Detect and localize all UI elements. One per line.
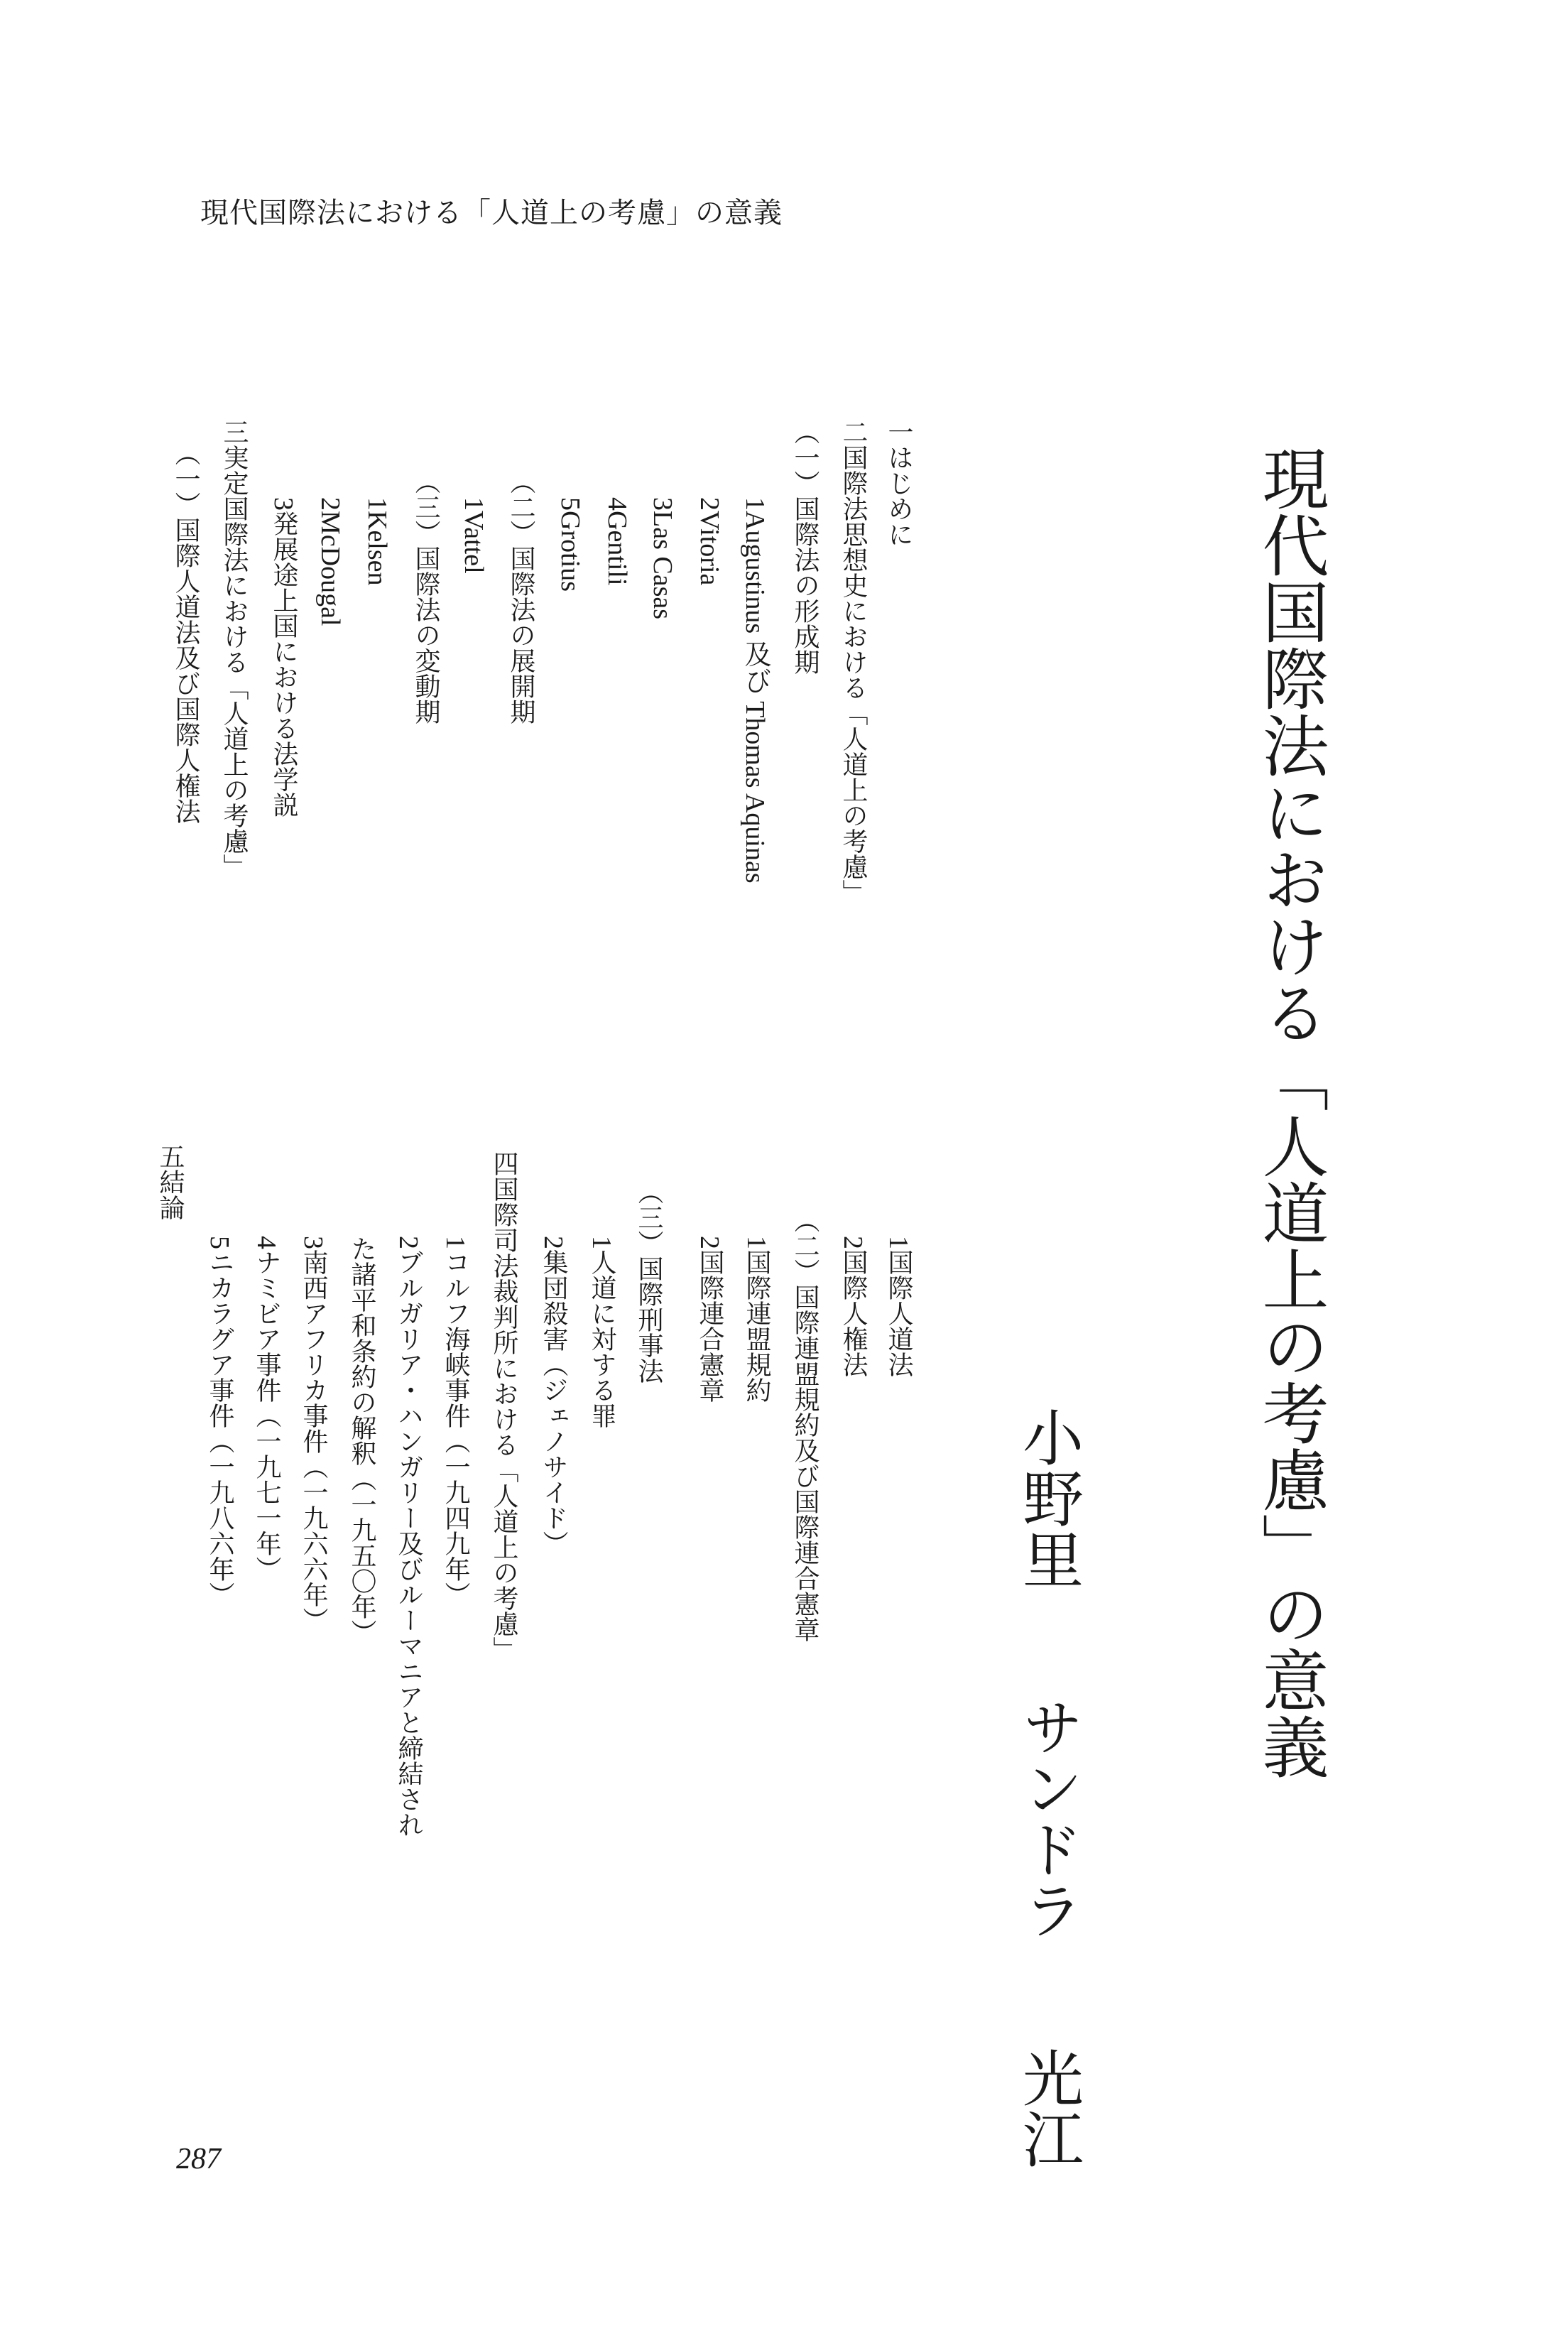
toc-entry: （三）国際法の変動期 xyxy=(411,469,440,724)
toc-entry: 1国際人道法 xyxy=(883,1236,913,1377)
toc-entry: 一はじめに xyxy=(884,419,913,547)
toc-entry: た諸平和条約の解釈（一九五〇年） xyxy=(347,1236,376,1645)
toc-entry: 1人道に対する罪 xyxy=(587,1236,616,1428)
toc-entry: （二）国際連盟規約及び国際連合憲章 xyxy=(790,1207,820,1642)
toc-entry: 四国際司法裁判所における「人道上の考慮」 xyxy=(489,1151,518,1662)
author-middle-name: 光江 xyxy=(1012,2047,1083,2169)
toc-entry: 2国際連合憲章 xyxy=(695,1236,724,1403)
toc-entry: （一）国際法の形成期 xyxy=(790,419,820,675)
toc-entry: 1Vattel xyxy=(459,497,489,574)
toc-entry: 2集団殺害（ジェノサイド） xyxy=(538,1236,568,1556)
toc-entry: 1国際連盟規約 xyxy=(741,1236,771,1403)
author-name xyxy=(1008,1406,1087,2202)
toc-entry: 2ブルガリア・ハンガリー及びルーマニアと締結され xyxy=(393,1236,423,1837)
toc-entry: （三）国際刑事法 xyxy=(634,1179,663,1384)
toc-entry: 3発展途上国における法学説 xyxy=(268,497,298,817)
toc-entry: 5ニカラグア事件（一九八六年） xyxy=(205,1236,234,1607)
article-title: 現代国際法における「人道上の考慮」の意義 xyxy=(1251,445,1328,1780)
toc-entry: 3南西アフリカ事件（一九六六年） xyxy=(298,1236,328,1633)
toc-entry: 5Grotius xyxy=(555,497,585,592)
toc-entry: 4Gentili xyxy=(602,497,632,586)
page-number: 287 xyxy=(176,2143,221,2175)
toc-entry: 1Kelsen xyxy=(362,497,392,586)
running-header: 現代国際法における「人道上の考慮」の意義 xyxy=(200,197,783,229)
toc-entry: 2McDougal xyxy=(315,497,345,626)
toc-entry: （一）国際人道法及び国際人権法 xyxy=(171,440,200,824)
toc-entry: 2国際人権法 xyxy=(838,1236,868,1377)
toc-entry: 4ナミビア事件（一九七一年） xyxy=(251,1236,281,1582)
toc-entry: 1コルフ海峡事件（一九四九年） xyxy=(440,1236,470,1607)
toc-entry: 2Vitoria xyxy=(695,497,724,586)
toc-entry: 三実定国際法における「人道上の考慮」 xyxy=(219,419,249,879)
toc-entry: （二）国際法の展開期 xyxy=(506,469,535,724)
toc-entry: 1Augustinus 及び Thomas Aquinas xyxy=(740,497,770,884)
author-surname: 小野里 xyxy=(1012,1406,1083,1589)
toc-entry: 3Las Casas xyxy=(648,497,677,620)
toc-entry: 五結論 xyxy=(156,1143,185,1220)
author-given-name: サンドラ xyxy=(1012,1696,1083,1940)
toc-entry: 二国際法思想史における「人道上の考慮」 xyxy=(839,419,868,905)
